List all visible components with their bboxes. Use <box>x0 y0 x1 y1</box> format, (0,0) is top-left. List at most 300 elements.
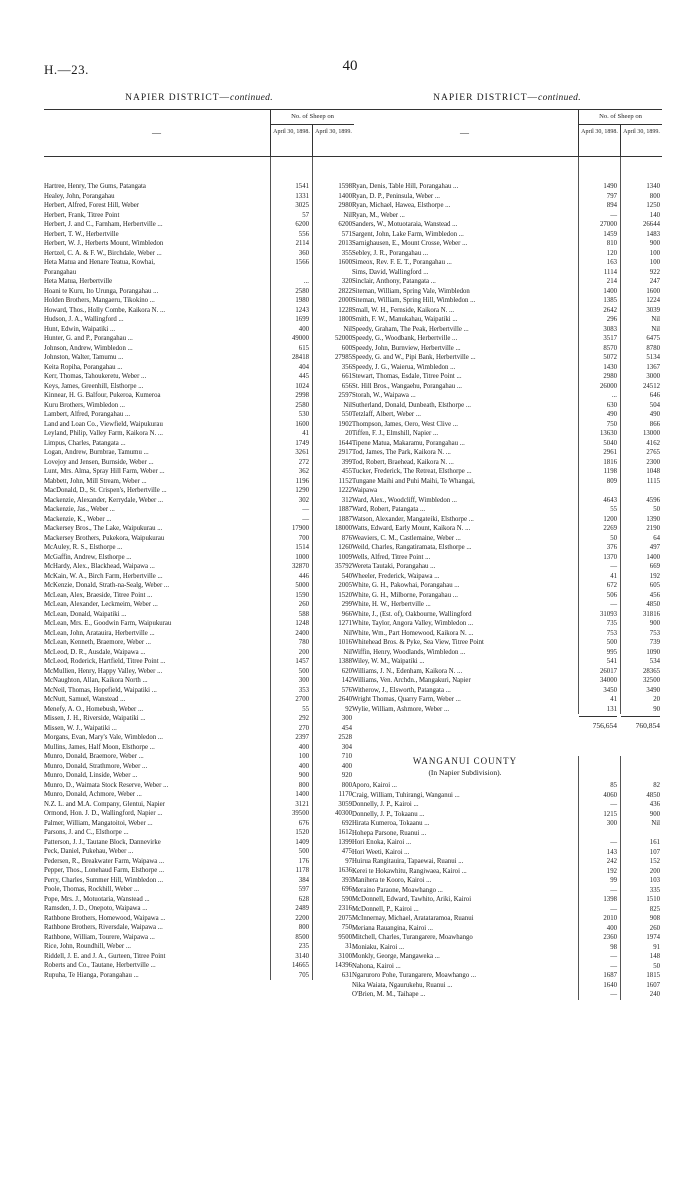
table-row <box>352 534 662 544</box>
sheep-1898: — <box>610 953 617 960</box>
table-row <box>44 306 354 316</box>
page-number: 40 <box>342 58 358 74</box>
holder-name: Smith, F. W., Manukahau, Waipatiki ... <box>352 316 458 323</box>
table-row <box>44 477 354 487</box>
table-row <box>352 886 662 896</box>
sheep-1898: 809 <box>606 477 617 485</box>
holder-name: Healey, John, Porangahau <box>44 192 115 200</box>
table-row <box>44 819 354 829</box>
sheep-1898: 1457 <box>295 658 309 665</box>
table-row <box>44 933 354 943</box>
sheep-1898: 541 <box>606 658 617 665</box>
sheep-1898: 300 <box>606 820 617 827</box>
sheep-1899: 3100 <box>338 952 352 960</box>
sheep-1898: 13630 <box>600 430 617 437</box>
sheep-1899: 2640 <box>338 696 352 703</box>
holder-name: Nika Waiata, Ngaurukehu, Ruanui ... <box>352 981 453 989</box>
table-row <box>44 904 354 914</box>
sheep-1898: 376 <box>606 544 617 551</box>
sheep-1899: 1390 <box>646 515 660 523</box>
table-row <box>44 961 354 971</box>
holder-name: Sebley, J. R., Porangahau ... <box>352 249 429 257</box>
sheep-1898: 41 <box>302 430 309 437</box>
sheep-1898: 384 <box>298 876 309 884</box>
sheep-1899: 312 <box>341 496 352 504</box>
table-row <box>352 648 662 658</box>
table-row <box>352 705 662 715</box>
sheep-1898: 1114 <box>603 268 617 276</box>
holder-name: Hartree, Henry, The Gums, Patangata <box>44 183 146 190</box>
table-row <box>352 553 662 563</box>
holder-name: Speedy, John, Burnview, Herbertville ... <box>352 344 461 352</box>
table-row <box>44 467 354 477</box>
sheep-1898: 1980 <box>295 297 309 304</box>
sheep-1899: 456 <box>649 591 660 599</box>
sheep-1898: 1541 <box>295 183 309 190</box>
sheep-1899: 6475 <box>646 335 660 342</box>
sheep-1899: 900 <box>649 240 660 247</box>
holder-name: O'Brien, M. M., Taihape ... <box>352 991 426 998</box>
table-row <box>44 420 354 430</box>
sheep-1899: 1367 <box>646 363 660 371</box>
table-row <box>352 933 662 943</box>
sheep-1898: 5000 <box>295 582 309 589</box>
sheep-1899: 620 <box>341 667 352 675</box>
holder-name: Palmer, William, Mangatoitoi, Weber ... <box>44 819 153 827</box>
holder-name: Aporo, Kairoi ... <box>352 782 397 789</box>
table-row <box>44 344 354 354</box>
sheep-1898: 2269 <box>603 525 617 532</box>
holder-name: Huirua Rangitauira, Tapaewai, Ruanui ... <box>352 858 464 865</box>
sheep-1898: 1398 <box>603 896 617 903</box>
holder-name: McNaughton, Allan, Kaikora North ... <box>44 677 148 684</box>
total-1898: 756,654 <box>579 716 617 735</box>
sheep-1898: ... <box>611 392 617 399</box>
sheep-1898: 500 <box>606 639 617 646</box>
holder-name: MacDonald, D., St. Crispen's, Herbertville ... <box>44 487 167 494</box>
sheep-1899: 739 <box>649 639 660 646</box>
table-row <box>352 448 662 458</box>
table-row <box>44 334 354 344</box>
sheep-1899: Nil <box>343 211 352 219</box>
table-row <box>44 743 354 753</box>
sheep-1898: 41 <box>610 572 617 580</box>
sheep-1898: 506 <box>606 591 617 599</box>
holder-name: Herbert, Alfred, Forest Hill, Weber <box>44 202 140 209</box>
sheep-1899: 35792 <box>335 563 352 570</box>
table-row <box>352 810 662 820</box>
holder-name: Riddell, J. E. and J. A., Gurteen, Titree Point <box>44 952 166 960</box>
holder-name: Missen, J. H., Riverside, Waipatiki ... <box>44 715 146 722</box>
holder-name: Munro, Donald, Linside, Weber ... <box>44 772 138 779</box>
sheep-1899: 1644 <box>338 439 352 447</box>
holder-name: Porangahau <box>44 268 77 276</box>
table-row <box>352 429 662 439</box>
sheep-1898: 3083 <box>603 325 617 333</box>
sheep-1898: 1640 <box>603 981 617 989</box>
holder-name: Tetzlaff, Albert, Weber ... <box>352 411 421 418</box>
sheep-1898: 630 <box>606 401 617 409</box>
sheep-1899: 1598 <box>338 183 352 190</box>
sheep-1898: — <box>610 601 617 608</box>
holder-name: Kinnear, H. G. Balfour, Pukeroa, Kumeroa <box>44 392 161 399</box>
table-row <box>44 885 354 895</box>
holder-name: Mackersey Bros., The Lake, Waipukurau ... <box>44 525 163 532</box>
sheep-1898: 57 <box>302 211 309 219</box>
holder-name: Mackersey Brothers, Pukekora, Waipukurau <box>44 534 165 542</box>
holder-name: McHardy, Alex., Blackhead, Waipawa ... <box>44 563 155 570</box>
table-row <box>352 838 662 848</box>
sheep-1898: 1215 <box>603 810 617 818</box>
holder-name: Hoani te Kuru, Ito Urunga, Porangahau ... <box>44 287 159 295</box>
sheep-1899: 31 <box>345 943 352 950</box>
table-row <box>44 220 354 230</box>
table-row <box>352 239 662 249</box>
sheep-1898: 17900 <box>292 525 309 532</box>
sheep-1899: 247 <box>649 278 660 285</box>
sheep-1898: 85 <box>610 782 617 789</box>
sheep-1898: 176 <box>298 857 309 865</box>
holder-name: McLean, Alexander, Leckmeim, Weber ... <box>44 601 158 608</box>
sheep-1899: 1815 <box>646 972 660 979</box>
holder-name: Wright Thomas, Quarry Farm, Weber ... <box>352 696 461 703</box>
sheep-1899: 692 <box>341 819 352 827</box>
table-row <box>352 914 662 924</box>
table-row <box>44 714 354 724</box>
sheep-1898: 49000 <box>292 335 309 342</box>
table-row <box>352 781 662 791</box>
sheep-1899: 631 <box>341 971 352 979</box>
holder-name: Munro, Donald, Achmore, Weber ... <box>44 791 142 798</box>
sheep-1898: 4060 <box>603 791 617 799</box>
table-row <box>352 667 662 677</box>
table-row <box>44 410 354 420</box>
sheep-1899: 32500 <box>643 677 660 684</box>
holder-name: White, H. W., Herbertville ... <box>352 601 431 608</box>
sheep-1898: 1385 <box>603 297 617 304</box>
holder-name: McLean, Alex, Braeside, Titree Point ... <box>44 591 153 599</box>
sheep-1898: ... <box>303 278 309 285</box>
sheep-1899: 1510 <box>646 896 660 903</box>
table-row <box>44 553 354 563</box>
table-row <box>352 591 662 601</box>
holder-name: Lovejoy and Jensen, Burnside, Weber ... <box>44 458 154 466</box>
holder-name: Land and Loan Co., Viewfield, Waipukurau <box>44 420 163 428</box>
sheep-1898: 1243 <box>295 306 309 314</box>
table-row <box>44 268 354 278</box>
table-row <box>44 667 354 677</box>
table-row <box>352 629 662 639</box>
sheep-1899: 40300 <box>335 810 352 817</box>
sheep-1899: 1607 <box>646 981 660 989</box>
sheep-1899: 1400 <box>338 192 352 200</box>
holder-name: Meriana Rauangina, Kairoi ... <box>352 924 433 932</box>
holder-name: Leyland, Philip, Valley Farm, Kaikora N. ... <box>44 430 163 437</box>
table-row <box>352 952 662 962</box>
sheep-1898: 556 <box>298 230 309 238</box>
table-row <box>44 372 354 382</box>
sheep-1898: 55 <box>610 506 617 513</box>
sheep-1898: — <box>302 515 309 523</box>
sheep-1898: 1699 <box>295 316 309 323</box>
table-row <box>352 572 662 582</box>
table-row <box>44 230 354 240</box>
sheep-1898: 750 <box>606 420 617 428</box>
sheep-1899: 27985 <box>335 354 352 361</box>
table-row <box>352 353 662 363</box>
sheep-1898: 530 <box>298 411 309 418</box>
holder-name: Tungane Maihi and Puhi Maihi, Te Whangai, <box>352 477 475 485</box>
table-row <box>44 733 354 743</box>
sheep-1898: 1520 <box>295 829 309 836</box>
sheep-1898: 1430 <box>603 363 617 371</box>
table-row <box>44 971 354 981</box>
table-row <box>352 344 662 354</box>
sheep-1899: 1115 <box>646 477 660 485</box>
table-row <box>44 211 354 221</box>
wanganui-section <box>352 756 662 1000</box>
table-row <box>352 306 662 316</box>
holder-name: Hori Enoka, Kairoi ... <box>352 839 412 846</box>
holder-name: Peck, Daniel, Pukehau, Weber ... <box>44 848 134 855</box>
sheep-1899: 148 <box>649 953 660 960</box>
table-row <box>44 505 354 515</box>
sheep-1899: 2528 <box>338 734 352 741</box>
sheep-1899: 866 <box>649 420 660 428</box>
table-row <box>352 420 662 430</box>
sheep-1898: 362 <box>298 468 309 475</box>
sheep-1898: 98 <box>610 943 617 951</box>
table-row <box>44 828 354 838</box>
table-row <box>352 876 662 886</box>
sheep-1898: 99 <box>610 877 617 884</box>
holder-name: Pope, Mrs. J., Motuotaria, Wanstead ... <box>44 895 150 903</box>
holder-name: Perry, Charles, Summer Hill, Wimbledon ... <box>44 876 164 884</box>
sheep-1899: 2316 <box>338 905 352 912</box>
sheep-1898: 2700 <box>295 696 309 703</box>
table-row <box>352 610 662 620</box>
holder-name: Rathbone Brothers, Riversdale, Waipawa ... <box>44 924 163 931</box>
holder-name: Wheeler, Frederick, Waipawa ... <box>352 572 440 580</box>
holder-name: Ward, Robert, Patangata ... <box>352 506 426 513</box>
table-row <box>352 477 662 487</box>
sheep-1899: 1260 <box>338 544 352 551</box>
table-row <box>44 182 354 192</box>
sheep-1899: 107 <box>649 848 660 856</box>
table-row <box>44 287 354 297</box>
sheep-1899: 1800 <box>338 316 352 323</box>
holder-name: Johnson, Andrew, Wimbledon ... <box>44 344 133 352</box>
holder-name: McMullien, Henry, Happy Valley, Weber ... <box>44 667 163 675</box>
sheep-1898: 400 <box>298 743 309 751</box>
holder-name: McGaffin, Andrew, Elsthorpe ... <box>44 553 132 561</box>
sheep-1899: 3059 <box>338 800 352 808</box>
sheep-1898: 404 <box>298 363 309 371</box>
holder-name: Ormond, Hon. J. D., Wallingford, Napier ... <box>44 810 163 817</box>
sheep-1899: 2013 <box>338 240 352 247</box>
holder-name: Wiffin, Henry, Woodlands, Wimbledon ... <box>352 648 466 656</box>
total-row <box>352 716 662 734</box>
col-1898-header: April 30, 1898. <box>270 125 312 156</box>
holder-name: Heta Matua and Henare Teatua, Kowhai, <box>44 259 155 266</box>
holder-name: Munro, Donald, Strathmore, Weber ... <box>44 762 148 770</box>
holder-name: Donnelly, J. P., Kairoi ... <box>352 801 419 808</box>
table-row <box>352 971 662 981</box>
sheep-1899: 52000 <box>335 335 352 342</box>
holder-name: Small, W. H., Fernside, Kaikora N. ... <box>352 306 455 314</box>
table-row <box>44 790 354 800</box>
table-row <box>352 905 662 915</box>
sheep-1899: 475 <box>341 848 352 855</box>
holder-name: Mabbett, John, Mill Stream, Weber ... <box>44 477 147 485</box>
sheep-1898: 3140 <box>295 952 309 960</box>
table-row <box>44 591 354 601</box>
sheep-1898: 400 <box>606 924 617 932</box>
holder-name: Moniaku, Kairoi ... <box>352 943 405 951</box>
table-row <box>44 524 354 534</box>
sheep-1899: 64 <box>653 534 660 542</box>
sheep-1899: 1388 <box>338 658 352 665</box>
sheep-1899: 400 <box>341 762 352 770</box>
table-row <box>352 439 662 449</box>
sheep-1899: 4596 <box>646 496 660 504</box>
sheep-1898: 163 <box>606 259 617 266</box>
table-row <box>352 848 662 858</box>
sheep-1898: 2580 <box>295 401 309 409</box>
holder-name: Limpus, Charles, Patangata ... <box>44 439 126 447</box>
sheep-1899: 20 <box>653 696 660 703</box>
holder-name: Logan, Andrew, Burnbrae, Tamumu ... <box>44 449 149 456</box>
table-row <box>352 857 662 867</box>
sheep-1898: 5040 <box>603 439 617 447</box>
table-row <box>352 363 662 373</box>
table-row <box>352 600 662 610</box>
sheep-1899: 710 <box>341 753 352 760</box>
table-row <box>352 829 662 839</box>
holder-name: McNeil, Thomas, Hopefield, Waipatiki ... <box>44 686 157 694</box>
sheep-1898: 100 <box>298 753 309 760</box>
holder-name: Munro, Donald, Braemore, Weber ... <box>44 753 144 760</box>
holder-name: Tiffen, F. J., Elmshill, Napier ... <box>352 430 439 437</box>
table-row <box>44 695 354 705</box>
sheep-1898: 705 <box>298 971 309 979</box>
sheep-1899: 2917 <box>338 449 352 456</box>
left-table-header <box>44 109 354 157</box>
table-row <box>352 382 662 392</box>
sheep-1898: 3450 <box>603 686 617 694</box>
sheep-1899: 646 <box>649 392 660 399</box>
sheep-1898: 1687 <box>603 972 617 979</box>
sheep-1899: 1090 <box>646 648 660 656</box>
table-row <box>352 962 662 972</box>
holder-name: Rupuha, Te Hianga, Porangahau ... <box>44 971 139 979</box>
sheep-1899: 200 <box>649 867 660 875</box>
sheep-1899: 1048 <box>646 468 660 475</box>
table-row <box>44 249 354 259</box>
table-row <box>352 325 662 335</box>
holder-name: Sargent, John, Lake Farm, Wimbledon ... <box>352 230 464 238</box>
sheep-1899: 91 <box>653 943 660 951</box>
table-row <box>352 695 662 705</box>
sheep-1898: 800 <box>298 924 309 931</box>
sheep-1899: 140 <box>649 211 660 219</box>
holder-name: Sinclair, Anthony, Patangata ... <box>352 278 436 285</box>
holder-name: Ngaruroro Pohe, Turangarere, Moawhango ... <box>352 972 477 979</box>
sheep-1899: 9500 <box>338 933 352 941</box>
holder-name: Wereta Tautaki, Porangahau ... <box>352 563 436 570</box>
sheep-1899: 13000 <box>643 430 660 437</box>
sheep-1898: 753 <box>606 629 617 637</box>
holder-name: Monkly, George, Mangaweka ... <box>352 953 440 960</box>
sheep-1899: 1974 <box>646 934 660 941</box>
holder-name: Ward, Alex., Woodcliff, Wimbledon ... <box>352 496 457 504</box>
holder-name: Rathbone, William, Tourere, Waipawa ... <box>44 933 155 941</box>
sheep-1898: 50 <box>610 534 617 542</box>
table-row <box>352 201 662 211</box>
holder-name: Wiley, W. M., Waipatiki ... <box>352 658 425 665</box>
sheep-1899: 103 <box>649 877 660 884</box>
table-row <box>44 277 354 287</box>
sheep-1898: 1566 <box>295 259 309 266</box>
sheep-1899: 1887 <box>338 515 352 523</box>
table-row <box>44 325 354 335</box>
sheep-1899: Nil <box>651 316 660 323</box>
sheep-1898: 3121 <box>295 800 309 808</box>
holder-name: Kerei te Hokawhitu, Rangiwaea, Kairoi ... <box>352 867 467 875</box>
table-row <box>352 391 662 401</box>
sheep-1898: — <box>610 962 617 970</box>
holder-name: Williams, J. N., Edenham, Kaikora N. ... <box>352 667 463 675</box>
holder-name: Simeox, Rev. F. E. T., Porangahau ... <box>352 259 452 266</box>
sheep-1899: 393 <box>341 876 352 884</box>
holder-name: McAuley, R. S., Elsthorpe ... <box>44 544 123 551</box>
table-row <box>44 534 354 544</box>
table-row <box>352 686 662 696</box>
sheep-1899: 1612 <box>338 829 352 836</box>
holder-name: Sanders, W., Motuotaraia, Wanstead ... <box>352 221 458 228</box>
sheep-1898: 120 <box>606 249 617 257</box>
sheep-1899: Nil <box>343 629 352 637</box>
holder-name: White, J., (Est. of), Oakbourne, Wallingford <box>352 610 472 618</box>
table-row <box>44 258 354 268</box>
sheep-header: No. of Sheep on <box>270 110 354 125</box>
sheep-1898: 192 <box>606 867 617 875</box>
sheep-1899: 590 <box>341 895 352 903</box>
sheep-1899: Nil <box>343 401 352 409</box>
sheep-1899: 161 <box>649 839 660 846</box>
table-row <box>44 914 354 924</box>
holder-name: Whitehead Bros. & Pyke, Sea View, Titree Point <box>352 639 484 646</box>
table-row <box>352 401 662 411</box>
table-row <box>44 201 354 211</box>
table-row <box>44 657 354 667</box>
sheep-1898: — <box>610 839 617 846</box>
table-row <box>44 458 354 468</box>
sheep-1899: Nil <box>651 820 660 827</box>
sheep-1899: 18000 <box>335 525 352 532</box>
left-title: NAPIER DISTRICT—continued. <box>125 93 273 103</box>
sheep-1898: 292 <box>298 715 309 722</box>
table-row <box>44 923 354 933</box>
sheep-1898: 780 <box>298 639 309 646</box>
holder-name: Hohepa Parsone, Ruanui ... <box>352 829 427 837</box>
sheep-1899: 436 <box>649 801 660 808</box>
holder-name: Kerr, Thomas, Tahoukeretu, Weber ... <box>44 373 147 380</box>
holder-name: McKenzie, Donald, Strath-na-Sealg, Weber ... <box>44 582 170 589</box>
holder-name: Craig, William, Tuhirangi, Wanganui ... <box>352 791 460 799</box>
table-row <box>352 230 662 240</box>
holder-name: Speedy, J. G., Waierua, Wimbledon ... <box>352 363 456 371</box>
